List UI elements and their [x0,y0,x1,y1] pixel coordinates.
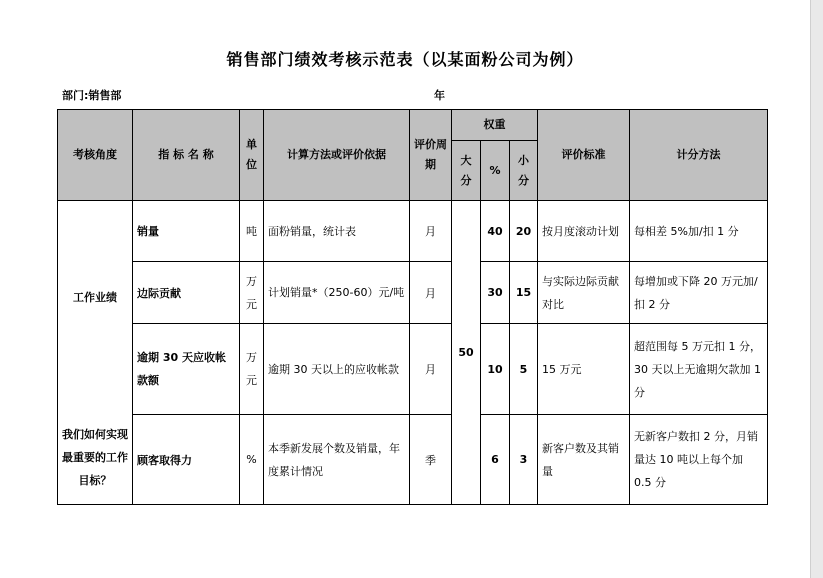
method-cell: 计划销量*（250-60）元/吨 [264,262,410,324]
scoring-cell: 超范围每 5 万元扣 1 分，30 天以上无逾期欠款加 1 分 [630,324,768,415]
method-cell: 本季新发展个数及销量，年度累计情况 [264,415,410,505]
angle-cell [58,201,133,505]
period-cell: 季 [410,415,452,505]
small-score-cell: 15 [510,262,538,324]
standard-cell: 15 万元 [538,324,630,415]
period-cell: 月 [410,324,452,415]
header-angle: 考核角度 [58,110,133,201]
pct-cell: 40 [481,201,510,262]
header-scoring: 计分方法 [630,110,768,201]
table-row [58,201,768,262]
unit-cell: 万元 [240,324,264,415]
header-period: 评价周期 [410,110,452,201]
table-row [58,324,768,415]
header-weight-big: 大分 [452,141,481,201]
scoring-cell: 无新客户数扣 2 分，月销量达 10 吨以上每个加 0.5 分 [630,415,768,505]
method-cell: 面粉销量，统计表 [264,201,410,262]
unit-cell: % [240,415,264,505]
pct-cell: 6 [481,415,510,505]
unit-cell: 万元 [240,262,264,324]
header-method: 计算方法或评价依据 [264,110,410,201]
header-weight-pct: % [481,141,510,201]
angle-work: 工作业绩 [73,291,117,304]
angle-question: 我们如何实现最重要的工作目标？ [62,428,128,487]
table-row [58,262,768,324]
year-label: 年 [434,89,445,102]
header-indicator: 指 标 名 称 [133,110,240,201]
indicator-cell: 边际贡献 [133,262,240,324]
header-standard: 评价标准 [538,110,630,201]
unit-cell: 吨 [240,201,264,262]
scoring-cell: 每相差 5%加/扣 1 分 [630,201,768,262]
standard-cell: 新客户数及其销量 [538,415,630,505]
pct-cell: 30 [481,262,510,324]
scoring-cell: 每增加或下降 20 万元加/扣 2 分 [630,262,768,324]
header-unit: 单位 [240,110,264,201]
document-title: 销售部门绩效考核示范表（以某面粉公司为例） [226,50,584,69]
indicator-cell: 逾期 30 天应收帐款额 [133,324,240,415]
header-weight-small: 小分 [510,141,538,201]
performance-table [57,109,768,505]
table-row [58,415,768,505]
pct-cell: 10 [481,324,510,415]
big-score-cell: 50 [452,201,481,505]
method-cell: 逾期 30 天以上的应收帐款 [264,324,410,415]
vertical-scrollbar[interactable] [811,0,823,578]
standard-cell: 按月度滚动计划 [538,201,630,262]
indicator-cell: 顾客取得力 [133,415,240,505]
indicator-cell: 销量 [133,201,240,262]
period-cell: 月 [410,262,452,324]
small-score-cell: 5 [510,324,538,415]
header-weight: 权重 [452,110,538,141]
period-cell: 月 [410,201,452,262]
department-label: 部门:销售部 [62,89,122,102]
standard-cell: 与实际边际贡献对比 [538,262,630,324]
small-score-cell: 3 [510,415,538,505]
small-score-cell: 20 [510,201,538,262]
